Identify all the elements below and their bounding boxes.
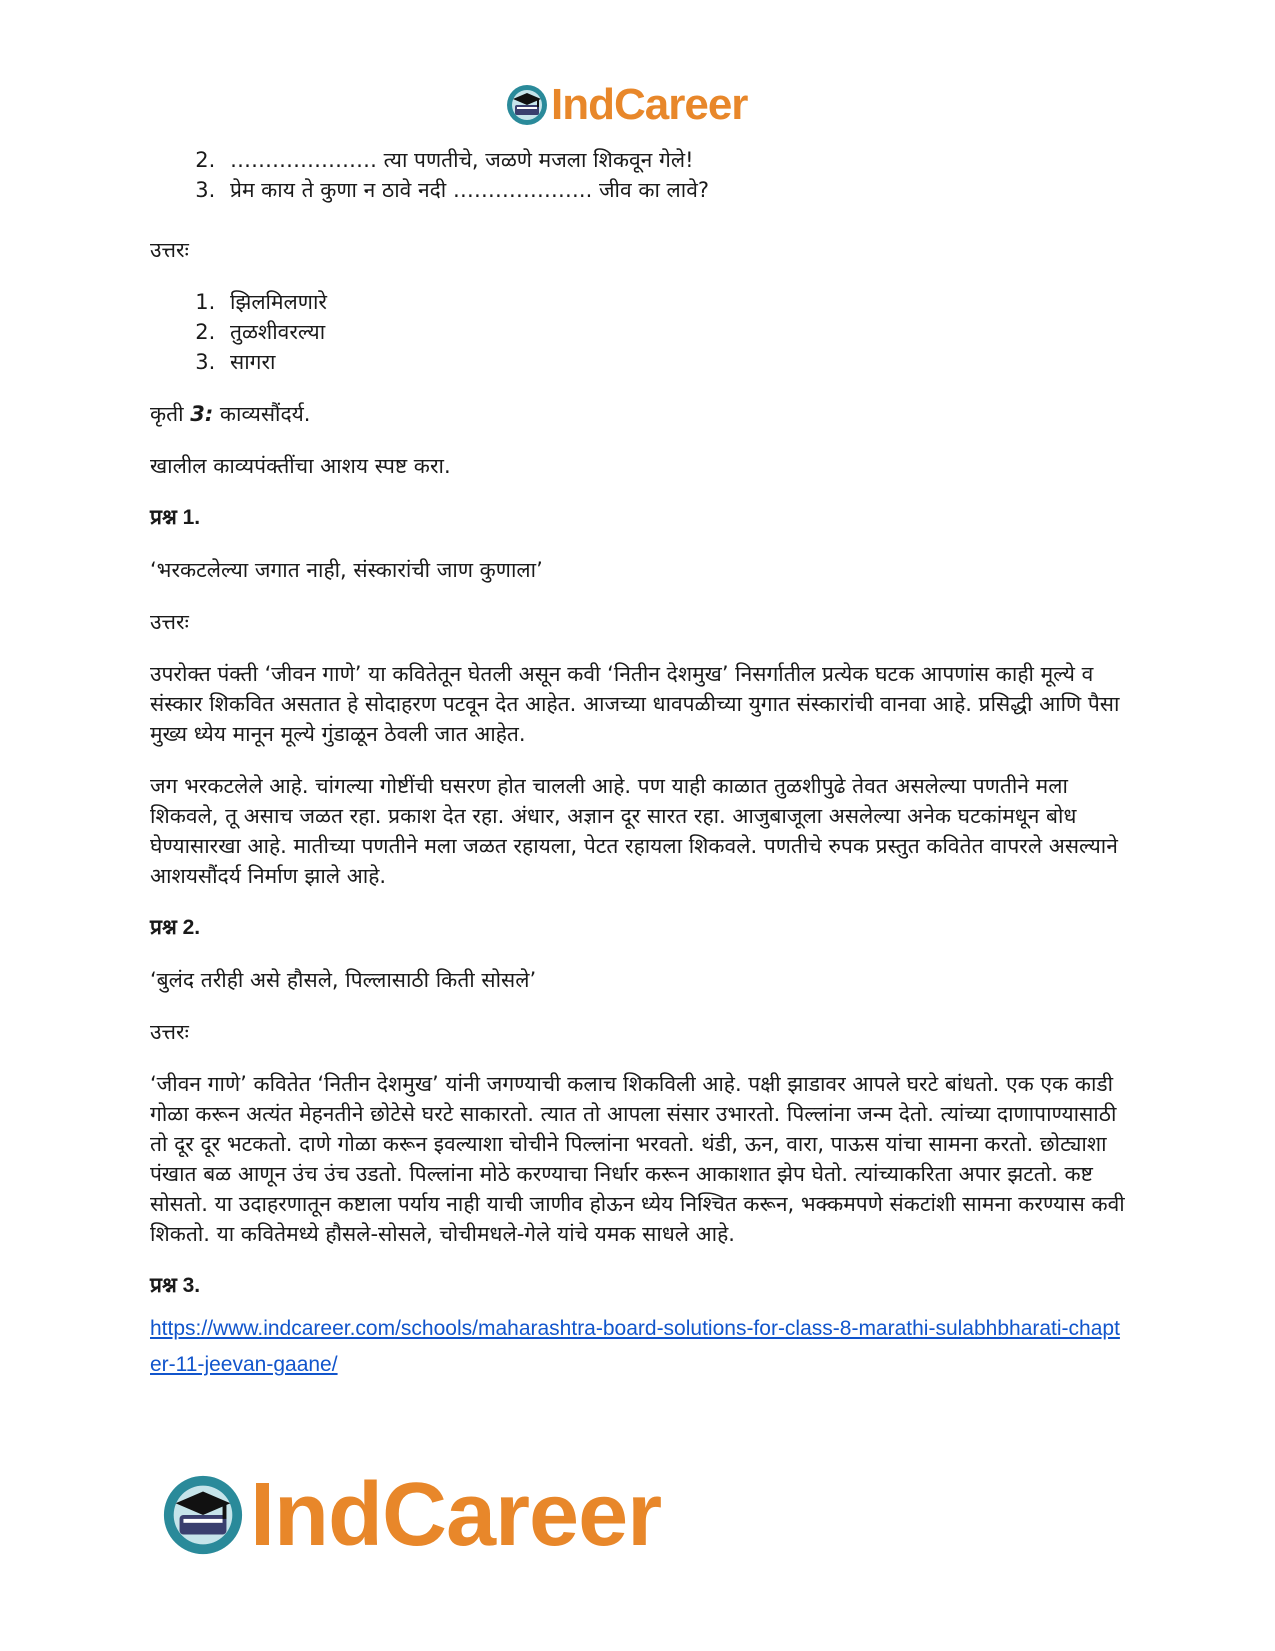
question-1-label: प्रश्न 1. — [150, 506, 201, 529]
indcareer-logo-header — [505, 80, 747, 130]
question-2-line: ‘बुलंद तरीही असे हौसले, पिल्लासाठी किती सोसले’ — [150, 968, 537, 992]
list-item: 2. ………………… त्या पणतीचे, जळणे मजला शिकवून गेले! — [222, 145, 1140, 175]
answer-label: उत्तरः — [150, 610, 189, 634]
kruti-heading — [150, 399, 1140, 429]
answer-paragraph: उपरोक्त पंक्ती ‘जीवन गाणे’ या कवितेतून घेतली असून कवी ‘नितीन देशमुख’ निसर्गातील प्रत्येक घटक आपणांस काही मूल्ये व संस्कार शिकवित असतात हे सोदाहरण पटवून देत आहेत. आजच्या धावपळीच्या युगात संस्कारांची वानवा आहे. प्रसिद्धी आणि पैसा मुख्य ध्येय मानून मूल्ये गुंडाळून ठेवली जात आहेत. — [150, 662, 1120, 746]
list-item: 3. प्रेम काय ते कुणा न ठावे नदी ……………….. जीव का लावे? — [222, 175, 1140, 205]
graduation-book-icon — [160, 1472, 246, 1558]
question-2-label: प्रश्न 2. — [150, 916, 201, 939]
question-3-label: प्रश्न 3. — [150, 1274, 201, 1297]
answers-list — [150, 287, 1140, 377]
fill-blanks-list — [150, 145, 1140, 205]
list-item: 3. सागरा — [222, 347, 1140, 377]
question-1-line: ‘भरकटलेल्या जगात नाही, संस्कारांची जाण कुणाला’ — [150, 558, 543, 582]
logo-wordmark: IndCareer — [551, 80, 748, 129]
kruti-title: काव्यसौंदर्य. — [213, 402, 311, 426]
kruti-number: 3: — [190, 402, 214, 426]
list-item: 1. झिलमिलणारे — [222, 287, 1140, 317]
answer-label: उत्तरः — [150, 238, 189, 262]
logo-wordmark: IndCareer — [250, 1464, 662, 1565]
answer-label: उत्तरः — [150, 1020, 189, 1044]
answer-paragraph: ‘जीवन गाणे’ कवितेत ‘नितीन देशमुख’ यांनी जगण्याची कलाच शिकविली आहे. पक्षी झाडावर आपले घरटे बांधतो. एक एक काडी गोळा करून अत्यंत मेहनतीने छोटेसे घरटे साकारतो. त्यात तो आपला संसार उभारतो. पिल्लांना जन्म देतो. त्यांच्या दाणापाण्यासाठी तो दूर दूर भटकतो. दाणे गोळा करून इवल्याशा चोचीने पिल्लांना भरवतो. थंडी, ऊन, वारा, पाऊस यांचा सामना करतो. छोट्याशा पंखात बळ आणून उंच उंच उडतो. पिल्लांना मोठे करण्याचा निर्धार करून आकाशात झेप घेतो. त्यांच्याकरिता अपार झटतो. कष्ट सोसतो. या उदाहरणातून कष्टाला पर्याय नाही याची जाणीव होऊन ध्येय निश्चित करून, भक्कमपणे संकटांशी सामना करण्यास कवी शिकतो. या कवितेमध्ये हौसले-सोसले, चोचीमधले-गेले यांचे यमक साधले आहे. — [150, 1072, 1125, 1246]
indcareer-logo-footer — [160, 1465, 661, 1565]
kruti-prefix: कृती — [150, 402, 191, 426]
source-url-link[interactable]: https://www.indcareer.com/schools/maharashtra-board-solutions-for-class-8-marathi-sulabhbharati-chapter-11-jeevan-gaane/ — [150, 1317, 1120, 1376]
graduation-book-icon — [505, 83, 549, 127]
document-body — [150, 145, 1140, 1383]
list-item: 2. तुळशीवरल्या — [222, 317, 1140, 347]
instruction: खालील काव्यपंक्तींचा आशय स्पष्ट करा. — [150, 454, 451, 478]
answer-paragraph: जग भरकटलेले आहे. चांगल्या गोष्टींची घसरण होत चालली आहे. पण याही काळात तुळशीपुढे तेवत असलेल्या पणतीने मला शिकवले, तू असाच जळत रहा. प्रकाश देत रहा. अंधार, अज्ञान दूर सारत रहा. आजुबाजूला असलेल्या अनेक घटकांमधून बोध घेण्यासारखा आहे. मातीच्या पणतीने मला जळत रहायला, पेटत रहायला शिकवले. पणतीचे रुपक प्रस्तुत कवितेत वापरले असल्याने आशयसौंदर्य निर्माण झाले आहे. — [150, 774, 1118, 888]
